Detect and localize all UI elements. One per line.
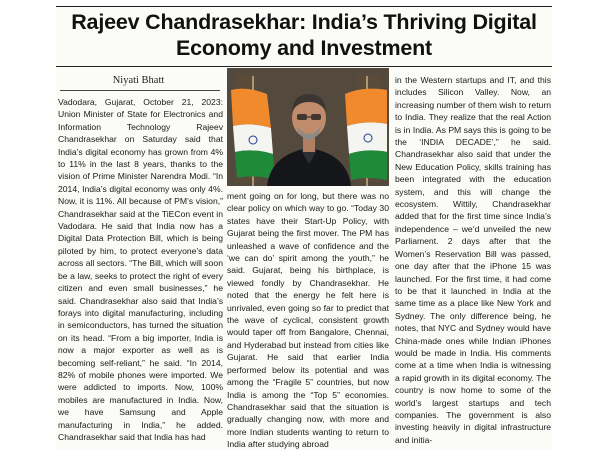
column-text: ment going on for long, but there was no clear policy on which way to go. “Today 30 states have their Start-Up Policy, with Gujarat being the first mover. The PM has unleashed a wave of confidence and the ‘we can do’ spirit among the youth,” he said. Gujarat, being his birthplace, is viewed fondly by Chandrasekhar. He noted that the energy he felt here is unrivaled, even going so far to predict that the wave of cyclical, consistent growth would taper off from Bangalore, Chennai, and Hyderabad but instead from cities like Gujarat. He said that earlier India performed below its potential and was among the “Fragile 5” countries, but now India is among the “Top 5” economies. Chandrasekhar said that the situation is gradually changing now, with more and more Indian students wanting to return to India after studying abroad	[227, 191, 389, 450]
article-column-1	[58, 96, 223, 450]
headline-rule	[56, 66, 552, 67]
top-rule	[56, 6, 552, 7]
article-photo	[227, 68, 389, 186]
byline: Niyati Bhatt	[112, 75, 165, 86]
newspaper-clipping	[56, 4, 552, 450]
column-text: Vadodara, Gujarat, October 21, 2023: Union Minister of State for Electronics and Information Technology Rajeev Chandrasekhar on Saturday said that India’s digital economy has grown from 4% to 11% in the last 8 years, thanks to the vision of Prime Minister Narendra Modi. “In 2014, India’s digital economy was only 4%. Now, it is 11%. All because of PM’s vision,” Chandrasekhar said at the TiECon event in Vadodara. He said that India now has a Digital Data Protection Bill, which is being piloted by him, to protect everyone’s data across all sectors. “The Bill, which will soon be a law, seeks to protect the right of every citizen and even small businesses,” he said. Chandrasekhar also said that India’s forays into digital manufacturing, including in semiconductors, has turned the situation on its head. “From a big importer, India is now a major exporter as well as is becoming self-reliant,” he said. “In 2014, 82% of mobile phones were imported. We were addicted to imports. Now, 100% mobiles are manufactured in India. Now, we have Samsung and Apple manufacturing in India,” he added. Chandrasekhar said that India has had	[58, 97, 223, 442]
headline: Rajeev Chandrasekhar: India’s Thriving Digital Economy and Investment	[71, 10, 537, 60]
byline-rule	[60, 90, 220, 91]
indian-flag-right	[345, 76, 387, 186]
article-column-2	[227, 190, 389, 450]
article-column-3	[395, 74, 551, 450]
column-text: in the Western startups and IT, and this includes Silicon Valley. Now, an increasing number of them wish to return to India. They realize that the real Action is in India. As PM says this is going to be the ‘INDIA DECADE’,” he said. Chandrasekhar also said that under the New Education Policy, skills training has been integrated with the education system, and this will change the ecosystem. Wittily, Chandrasekhar added that for the first time since India’s independence – we’d unveiled the new Parliament. 2 days after that the Women’s Reservation Bill was passed, one day after that the iPhone 15 was launched. For the first time, it had come to be that it launched in India at the same time as a place like New York and Sydney. The only difference being, he notes, that NYC and Sydney would have China-made ones while Indian iPhones would be made in India. His comments come at a time when India is witnessing a rapid growth in its digital economy. The country is now home to some of the world’s largest startups and tech companies. The government is also investing heavily in digital infrastructure and initia-	[395, 75, 551, 445]
photo-illustration	[227, 68, 389, 186]
